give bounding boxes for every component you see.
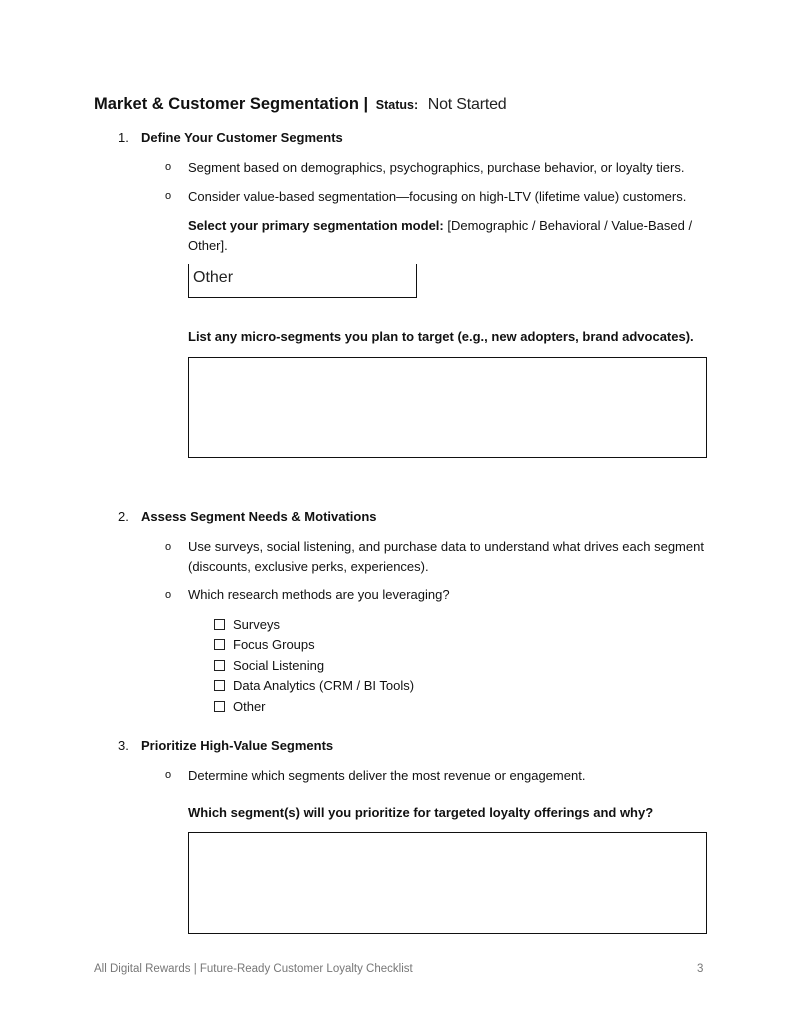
section3-number: 3. — [118, 738, 129, 753]
section2-bullet-2: Which research methods are you leveraging? — [188, 587, 450, 602]
research-option-surveys[interactable] — [214, 614, 414, 635]
status-label: Status: — [375, 98, 419, 112]
section3-bullet-1: Determine which segments deliver the most revenue or engagement. — [188, 768, 586, 783]
section1-number: 1. — [118, 130, 129, 145]
section2-title: Assess Segment Needs & Motivations — [141, 509, 377, 524]
model-prompt-bold: Select your primary segmentation model: — [188, 218, 444, 233]
section3-title: Prioritize High-Value Segments — [141, 738, 334, 753]
model-prompt-rest-1: [Demographic / Behavioral / Value-Based / — [443, 218, 693, 233]
section2-bullet-1-line1: Use surveys, social listening, and purchase data to understand what drives each segment — [188, 539, 704, 554]
bullet-marker: o — [165, 541, 172, 553]
bullet-marker: o — [165, 589, 172, 601]
page-title — [94, 95, 506, 114]
checkbox[interactable] — [214, 619, 225, 630]
priority-textarea[interactable] — [188, 832, 707, 934]
segmentation-model-value: Other — [193, 269, 234, 286]
segmentation-model-field[interactable] — [188, 264, 417, 298]
checkbox[interactable] — [214, 660, 225, 671]
section2-number: 2. — [118, 509, 129, 524]
model-prompt — [188, 216, 708, 255]
bullet-marker: o — [165, 769, 172, 781]
checkbox[interactable] — [214, 701, 225, 712]
section1-bullet-2: Consider value-based segmentation—focusing on high-LTV (lifetime value) customers. — [188, 189, 687, 204]
status-value[interactable]: Not Started — [427, 96, 507, 113]
option-label: Data Analytics (CRM / BI Tools) — [233, 678, 415, 694]
research-option-focus-groups[interactable] — [214, 635, 414, 656]
research-option-other[interactable] — [214, 696, 414, 717]
bullet-marker: o — [165, 161, 172, 173]
research-option-social-listening[interactable] — [214, 655, 414, 676]
page-number: 3 — [697, 963, 704, 975]
section1-title: Define Your Customer Segments — [141, 130, 343, 145]
research-methods-list — [214, 614, 414, 717]
checkbox[interactable] — [214, 639, 225, 650]
section2-bullet-1 — [188, 537, 704, 576]
micro-segments-textarea[interactable] — [188, 357, 707, 458]
option-label: Other — [233, 698, 266, 714]
option-label: Focus Groups — [233, 637, 315, 653]
micro-segments-prompt: List any micro-segments you plan to target (e.g., new adopters, brand advocates). — [188, 329, 694, 344]
footer-text: All Digital Rewards | Future-Ready Customer Loyalty Checklist — [94, 963, 413, 975]
checkbox[interactable] — [214, 680, 225, 691]
research-option-data-analytics[interactable] — [214, 676, 414, 697]
priority-prompt: Which segment(s) will you prioritize for targeted loyalty offerings and why? — [188, 805, 654, 820]
option-label: Social Listening — [233, 657, 325, 673]
bullet-marker: o — [165, 190, 172, 202]
model-prompt-rest-2: Other]. — [188, 237, 228, 253]
page-title-text: Market & Customer Segmentation | — [94, 95, 369, 113]
section2-bullet-1-line2: (discounts, exclusive perks, experiences). — [188, 558, 429, 574]
option-label: Surveys — [233, 616, 280, 632]
section1-bullet-1: Segment based on demographics, psychographics, purchase behavior, or loyalty tiers. — [188, 160, 685, 175]
